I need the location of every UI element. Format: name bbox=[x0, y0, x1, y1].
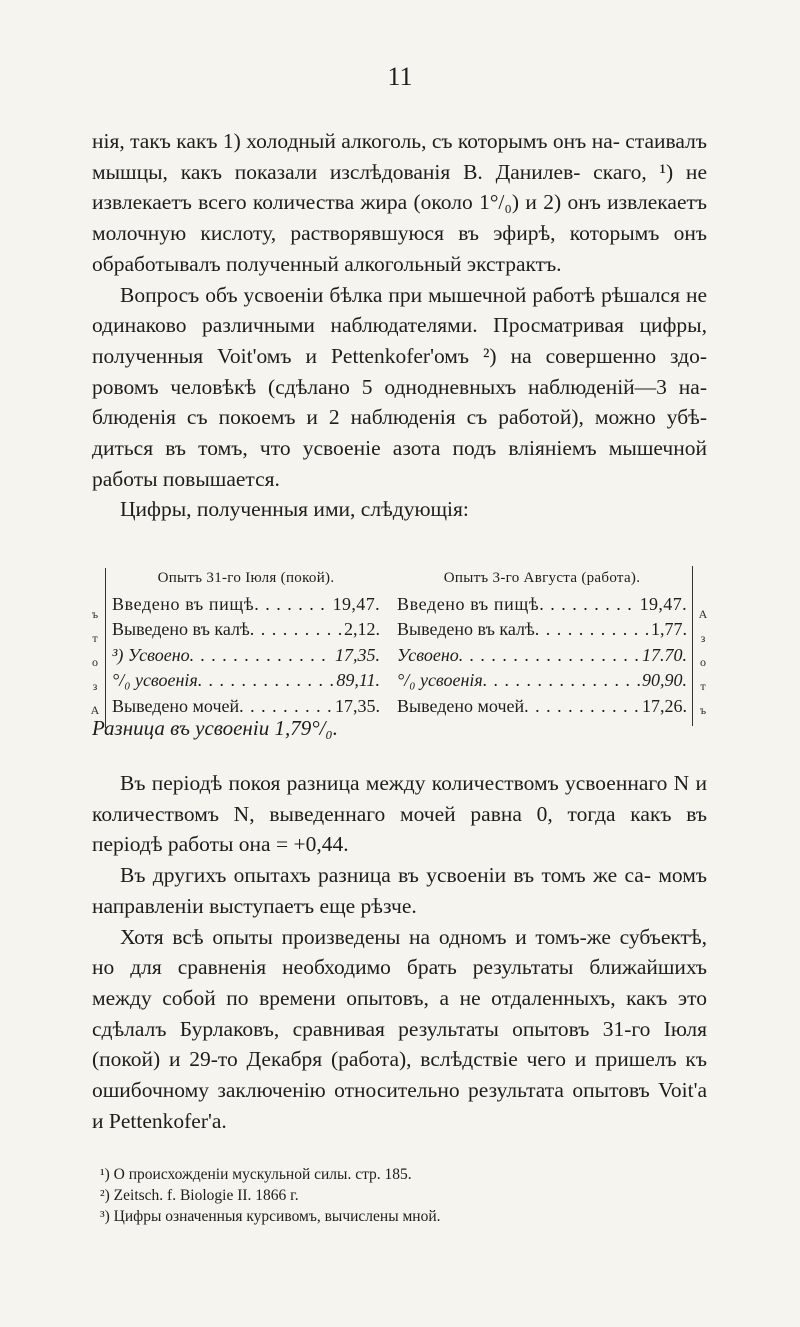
leader-dots bbox=[539, 592, 637, 618]
row-value: 89,11. bbox=[336, 670, 380, 690]
row-label: Выведено въ калѣ bbox=[397, 619, 535, 639]
leader-dots bbox=[254, 592, 330, 618]
paragraph: Въ періодѣ покоя разница между количествомъ усвоеннаго N и количествомъ N, выведеннаго мочей равна 0, тогда какъ въ періодѣ работы она = +0,44. bbox=[92, 771, 707, 857]
row-label: Усвоено bbox=[397, 644, 459, 665]
table-row bbox=[397, 643, 687, 669]
side-letter: з bbox=[92, 679, 98, 693]
body-text-bottom bbox=[92, 768, 707, 1136]
table-row bbox=[112, 668, 380, 694]
side-letter: ъ bbox=[699, 703, 707, 717]
footnote: ²) Zeitsch. f. Biologie II. 1866 г. bbox=[100, 1187, 299, 1204]
row-label: ³) Усвоено bbox=[112, 644, 190, 665]
row-value: 1,77. bbox=[651, 619, 687, 639]
row-label: °/₀ усвоенія bbox=[397, 670, 483, 690]
row-label: Выведено мочей bbox=[397, 695, 525, 716]
row-value: 17.70. bbox=[642, 644, 687, 665]
leader-dots bbox=[459, 643, 640, 669]
side-letter: т bbox=[92, 631, 98, 645]
table-row bbox=[112, 617, 380, 643]
column-heading: Опытъ 31-го Іюля (покой). bbox=[157, 570, 335, 586]
leader-dots bbox=[524, 694, 640, 720]
table-row bbox=[112, 643, 380, 669]
paragraph: Хотя всѣ опыты произведены на одномъ и томъ-же субъектѣ, но для сравненія необходимо брать результаты ближайшихъ между собой по времени опытовъ, а не отдаленныхъ, какъ это сдѣлалъ Бурлаковъ, сравнивая результаты опытовъ 31-го Іюля (покой) и 29-то Декабря (работа), вслѣдствіе чего и пришелъ къ ошибочному заключенію относительно результата опытовъ Voit'a и Pettenkofer'а. bbox=[92, 924, 707, 1133]
row-label: °/₀ усвоенія bbox=[112, 670, 198, 690]
row-value: 19,47. bbox=[639, 593, 687, 614]
page-number: 11 bbox=[387, 62, 413, 91]
paragraph: Цифры, полученныя ими, слѣдующія: bbox=[120, 497, 469, 522]
side-letter: т bbox=[700, 679, 706, 693]
table-row bbox=[397, 668, 687, 694]
leader-dots bbox=[190, 643, 333, 669]
side-letter: о bbox=[700, 655, 706, 669]
paragraph: Въ другихъ опытахъ разница въ усвоеніи въ томъ же са- момъ направленіи выступаетъ еще рѣзче. bbox=[92, 863, 707, 918]
leader-dots bbox=[535, 617, 649, 643]
row-value: 2,12. bbox=[344, 619, 380, 639]
difference-line: Разница въ усвоеніи 1,79°/₀. bbox=[92, 716, 338, 740]
row-value: 17,35. bbox=[335, 644, 380, 665]
nitrogen-table bbox=[90, 566, 722, 740]
table-row bbox=[397, 694, 687, 720]
side-letter: ъ bbox=[91, 607, 99, 621]
row-label: Выведено мочей bbox=[112, 695, 240, 716]
leader-dots bbox=[198, 668, 335, 694]
row-label: Выведено въ калѣ bbox=[112, 619, 250, 639]
leader-dots bbox=[250, 617, 342, 643]
table-column-work bbox=[397, 566, 687, 719]
footnote: ¹) О происхожденіи мускульной силы. стр. 185. bbox=[100, 1166, 412, 1183]
table-row bbox=[397, 592, 687, 618]
table-left-rule bbox=[105, 568, 106, 728]
table-row bbox=[112, 592, 380, 618]
row-label: Введено въ пищѣ bbox=[397, 593, 540, 614]
row-value: 90,90. bbox=[642, 670, 687, 690]
row-value: 17,26. bbox=[642, 695, 687, 716]
footnotes bbox=[92, 1164, 707, 1227]
side-letter: А bbox=[698, 607, 708, 621]
footnote: ³) Цифры означенныя курсивомъ, вычислены мной. bbox=[100, 1208, 441, 1225]
column-heading: Опытъ 3-го Августа (работа). bbox=[443, 570, 641, 586]
paragraph: нія, такъ какъ 1) холодный алкоголь, съ которымъ онъ на- стаивалъ мышцы, какъ показали изслѣдованія В. Данилев- скаго, ¹) не извлекаетъ всего количества жира (около 1°/₀) и 2) онъ извлекаетъ молочную кислоту, растворявшуюся въ эфирѣ, которымъ онъ обработывалъ полученный алкогольный экстрактъ. bbox=[92, 129, 707, 276]
row-label: Введено въ пищѣ bbox=[112, 593, 255, 614]
leader-dots bbox=[483, 668, 640, 694]
side-letter: А bbox=[90, 703, 100, 717]
table-right-rule bbox=[692, 566, 693, 726]
side-mark-right bbox=[698, 602, 708, 722]
table-column-rest bbox=[112, 566, 380, 719]
side-letter: з bbox=[700, 631, 706, 645]
row-value: 17,35. bbox=[335, 695, 380, 716]
row-value: 19,47. bbox=[332, 593, 380, 614]
side-mark-left bbox=[90, 602, 100, 722]
table-row bbox=[397, 617, 687, 643]
side-letter: о bbox=[92, 655, 98, 669]
paragraph: Вопросъ объ усвоеніи бѣлка при мышечной работѣ рѣшался не одинаково различными наблюдателями. Просматривая цифры, полученныя Voit'омъ и Pettenkofer'омъ ²) на совершенно здо- ровомъ человѣкѣ (сдѣлано 5 однодневныхъ наблюденій—3 на- блюденія съ покоемъ и 2 наблюденія съ работой), можно убѣ- диться въ томъ, что усвоеніе азота подъ вліяніемъ мышечной работы повышается. bbox=[92, 282, 707, 491]
body-text-top bbox=[92, 126, 707, 525]
